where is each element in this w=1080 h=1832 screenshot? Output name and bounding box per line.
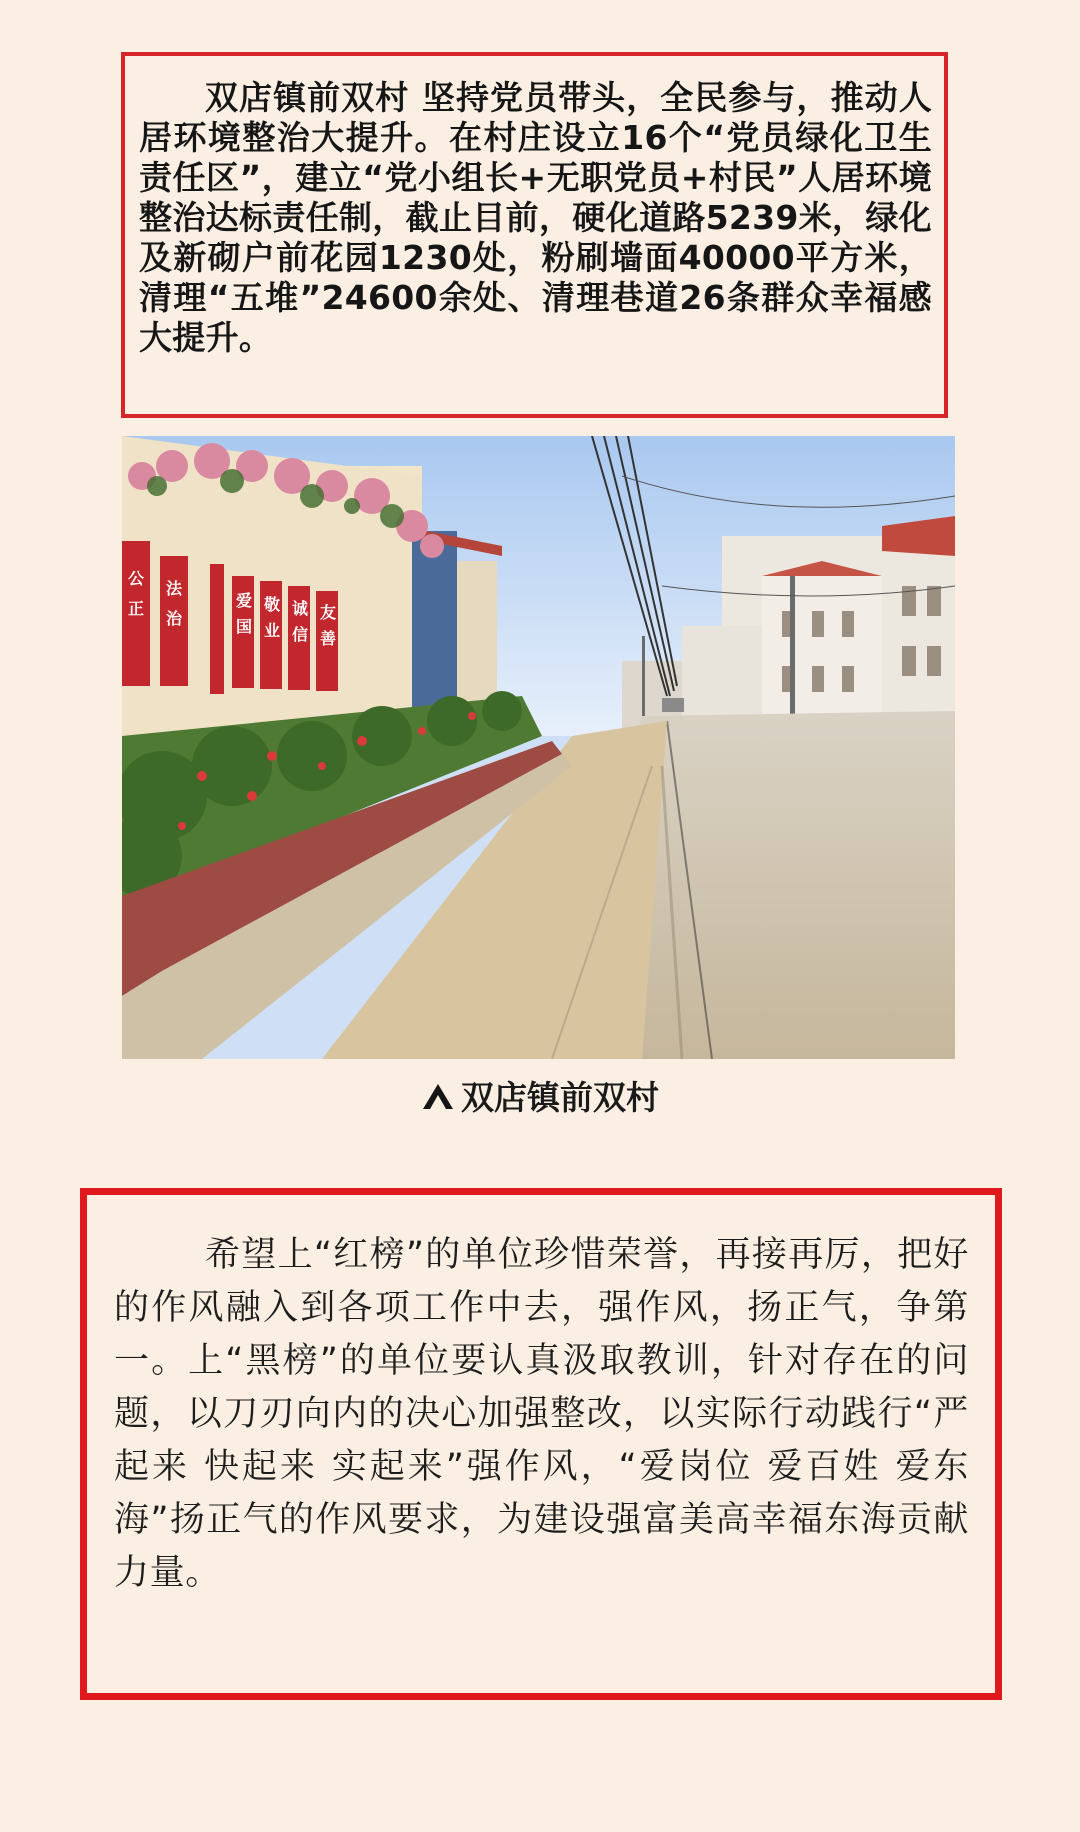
- svg-text:善: 善: [320, 629, 337, 648]
- intro-paragraph: 双店镇前双村 坚持党员带头，全民参与，推动人居环境整治大提升。在村庄设立16个“党员绿化卫生责任区”，建立“党小组长+无职党员+村民”人居环境整治达标责任制，截止目前，硬化道路5239米，绿化及新砌户前花园1230处，粉刷墙面40000平方米，清理“五堆”24600余处、清理巷道26条群众幸福感大提升。: [139, 78, 932, 357]
- slogan-zheng: 正: [128, 599, 145, 618]
- svg-text:爱: 爱: [236, 591, 253, 610]
- closing-box: [80, 1188, 1002, 1700]
- closing-paragraph: 希望上“红榜”的单位珍惜荣誉，再接再厉，把好的作风融入到各项工作中去，强作风，扬正气，争第一。上“黑榜”的单位要认真汲取教训，针对存在的问题，以刀刃向内的决心加强整改，以实际行动践行“严起来 快起来 实起来”强作风，“爱岗位 爱百姓 爱东海”扬正气的作风要求，为建设强富美高幸福东海贡献力量。: [114, 1235, 969, 1593]
- svg-text:信: 信: [292, 625, 309, 644]
- svg-text:国: 国: [236, 617, 253, 636]
- caret-up-icon: [421, 1080, 455, 1120]
- slogan-zhi: 治: [166, 609, 183, 628]
- village-street-photo: [122, 436, 955, 1059]
- slogan-fa: 法: [166, 579, 183, 598]
- svg-text:业: 业: [264, 621, 281, 640]
- intro-box: [121, 52, 948, 418]
- svg-text:友: 友: [320, 603, 337, 622]
- caption-text: 双店镇前双村: [461, 1078, 659, 1117]
- slogan-gong: 公: [128, 569, 145, 588]
- svg-text:敬: 敬: [264, 595, 281, 614]
- svg-text:诚: 诚: [292, 599, 309, 618]
- photo-caption: [0, 1078, 1080, 1120]
